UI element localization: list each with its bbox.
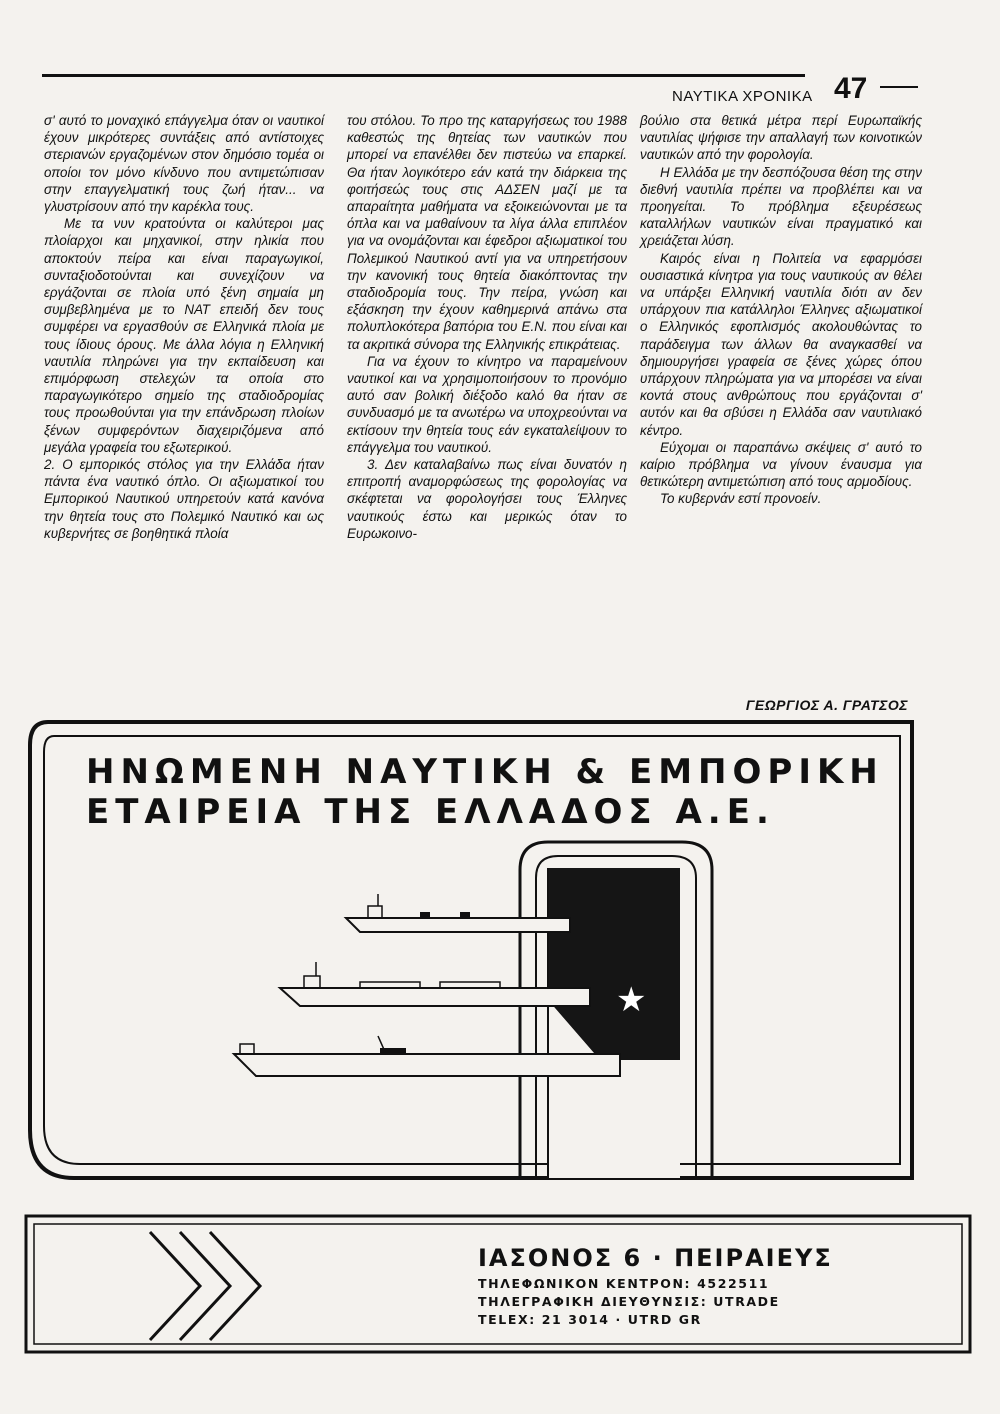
paragraph: βούλιο στα θετικά μέτρα περί Ευρωπαϊκής ναυτιλίας ψήφισε την απαλλαγή των κοινοτικών ναυτικών από την φορολογία. xyxy=(640,113,922,163)
ship-middle xyxy=(280,962,590,1006)
paragraph: 3. Δεν καταλαβαίνω πως είναι δυνατόν η επιτροπή αναμορφώσεως της φορολογίας να σκέφτεται να φορολογήσει τους Έλληνες ναυτικούς έστω και μερικώς όταν το Ευρωκοινο- xyxy=(347,457,627,541)
paragraph: Καιρός είναι η Πολιτεία να εφαρμόσει ουσιαστικά κίνητρα για τους ναυτικούς αν θέλει να υπάρξει Ελληνική ναυτιλία διότι αν δεν υπάρχουν πια κατάλληλοι Έλληνες αξιωματικοί ο Ελληνικός εφοπλισμός ακολουθώντας το παράδειγμα των άλλων θα αναγκασθεί να δημιουργήσει γραφεία σε ξένες χώρες όπου υπάρχουν πληρώματα για να μπορέσει να είναι κοντά στους ανθρώπους που εργάζονται σ' αυτόν και θα σβύσει η Ελλάδα σαν ναυτιλιακό κέντρο. xyxy=(640,250,922,438)
ad-telex: TELEX: 21 3014 · UTRD GR xyxy=(478,1312,702,1327)
star-icon: ★ xyxy=(616,981,647,1019)
paragraph: Το κυβερνάν εστί προνοείν. xyxy=(660,491,822,507)
chevron-arrows-icon xyxy=(150,1232,260,1340)
paragraph: Η Ελλάδα με την δεσπόζουσα θέση της στην διεθνή ναυτιλία πρέπει να προβλέπει και να προηγείται. Το πρόβλημα εξευρέσεως καταλλήλων ναυτικών είναι πραγματικό και χρειάζεται λύση. xyxy=(640,164,922,249)
paragraph: Με τα νυν κρατούντα οι καλύτεροι μας πλοίαρχοι και μηχανικοί, στην ηλικία που αποκτούν πείρα και είναι παραγωγικοί, συνταξιοδοτούνται και συνεχίζουν να εργάζονται σε πλοία υπό ξένη σημαία μη συμβεβλημένα με το ΝΑΤ επειδή δεν τους συμφέρει να εργασθούν σε Ελληνικά πλοία με τους ίδιους όρους. Με άλλα λόγια η Ελληνική ναυτιλία πληρώνει για την εκπαίδευση και επιμόρφωση στελεχών τα οποία στο παραγωγικότερο σημείο της σταδιοδρομίας τους προωθούνται για την επάνδρωση πλοίων ξένων συμφερόντων διαχειριζόμενα από μεγάλα γραφεία του εξωτερικού. xyxy=(44,216,324,455)
ad-company-title-line-2: ΕΤΑΙΡΕΙΑ ΤΗΣ ΕΛΛΑΔΟΣ Α.Ε. xyxy=(86,792,775,832)
paragraph: του στόλου. Το προ της καταργήσεως του 1988 καθεστώς της θητείας των ναυτικών που μπορεί να επανέλθει δεν πιστεύω να επαρκεί. Θα ήταν λογικότερο εάν κατά την διάρκεια της φοιτήσεώς τους στις ΑΔΣΕΝ μαζί με τα απαραίτητα μαθήματα να εξοικειώνονται με τα όπλα και να μαθαίνουν τα λίγα άλλα επιπλέον για να ονομάζονται και έφεδροι αξιωματικοί του Πολεμικού Ναυτικού αντί για να υπηρετήσουν την κανονική τους θητεία διακόπτοντας την σταδιοδρομία τους. Την πείρα, γνώση και εξάσκηση την έχουν καθημερινά απάνω στα πολυπλοκότερα βαπόρια του Ε.Ν. που είναι και τα ακριτικά σύνορα της Ελληνικής επικράτειας. xyxy=(347,113,627,352)
ad-phone: ΤΗΛΕΦΩΝΙΚΟΝ ΚΕΝΤΡΟΝ: 4522511 xyxy=(478,1276,770,1291)
ad-address: ΙΑΣΟΝΟΣ 6 · ΠΕΙΡΑΙΕΥΣ xyxy=(478,1244,833,1272)
author-signature: ΓΕΩΡΓΙΟΣ Α. ΓΡΑΤΣΟΣ xyxy=(745,697,908,713)
paragraph: Εύχομαι οι παραπάνω σκέψεις σ' αυτό το καίριο πρόβλημα να γίνουν έναυσμα για θετικώτερη αντιμετώπιση από τους αρμοδίους. xyxy=(640,439,922,490)
journal-name: ΝΑΥΤΙΚΑ ΧΡΟΝΙΚΑ xyxy=(672,88,813,105)
ad-company-title-line-1: ΗΝΩΜΕΝΗ ΝΑΥΤΙΚΗ & ΕΜΠΟΡΙΚΗ xyxy=(86,752,884,792)
paragraph: σ' αυτό το μοναχικό επάγγελμα όταν οι ναυτικοί έχουν μικρότερες συντάξεις από αντίστοιχες στεριανών εργαζομένων στον δημόσιο τομέα οι οποίοι τον μόνο κίνδυνο που αντιμετώπισαν στην επαγγελματική τους ζωή ήταν... να γλυστρίσουν από την καρέκλα τους. xyxy=(44,113,324,215)
paragraph: 2. Ο εμπορικός στόλος για την Ελλάδα ήταν πάντα ένα ναυτικό όπλο. Οι αξιωματικοί του Εμπορικού Ναυτικού υπηρετούν κατά κανόνα την θητεία τους στο Πολεμικό Ναυτικό και ως κυβερνήτες σε βοηθητικά πλοία xyxy=(44,457,324,541)
page-number: 47 xyxy=(834,72,868,105)
paragraph: Για να έχουν το κίνητρο να παραμείνουν ναυτικοί και να χρησιμοποιήσουν το προνόμιο αυτό σαν βολική διέξοδο καλό θα ήταν σε συνδυασμό με τα ανωτέρω να υποχρεούνται να εκτίσουν την θητεία τους εάν εγκαταλείψουν το επάγγελμα του ναυτικού. xyxy=(347,353,627,455)
ad-telegraph: ΤΗΛΕΓΡΑΦΙΚΗ ΔΙΕΥΘΥΝΣΙΣ: UTRADE xyxy=(478,1294,780,1309)
